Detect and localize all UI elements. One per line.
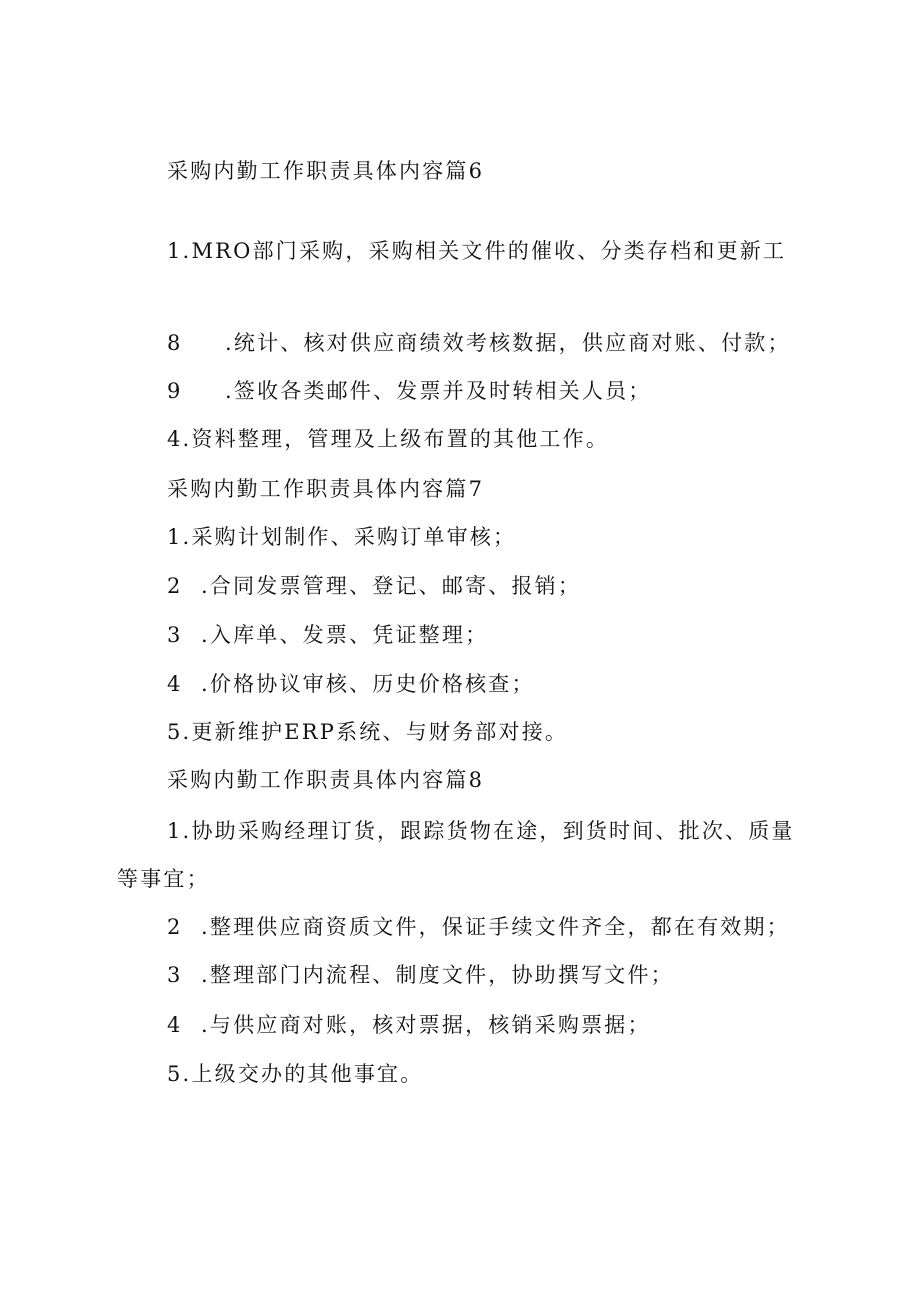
list-item (167, 573, 581, 599)
item-number: 5. (167, 1062, 192, 1086)
item-number: 3 (167, 963, 183, 987)
item-text: .价格协议审核、历史价格核查； (201, 672, 535, 696)
item-text: .合同发票管理、登记、邮寄、报销； (201, 574, 582, 598)
item-number: 8 (167, 331, 183, 355)
item-number: 2 (167, 574, 183, 598)
list-item (167, 671, 535, 697)
list-item (167, 378, 651, 404)
item-text: 采购计划制作、采购订单审核； (191, 525, 517, 549)
item-text: .入库单、发票、凭证整理； (201, 623, 489, 647)
item-number: 4 (167, 1013, 183, 1037)
list-item (167, 914, 790, 940)
item-text: 协助采购经理订货，跟踪货物在途，到货时间、批次、质量 (191, 819, 795, 843)
item-text: 资料整理，管理及上级布置的其他工作。 (191, 427, 610, 451)
section-heading-6: 采购内勤工作职责具体内容篇6 (167, 159, 485, 183)
item-text: .整理部门内流程、制度文件，协助撰写文件； (201, 963, 674, 987)
item-text: MRO部门采购，采购相关文件的催收、分类存档和更新工 (191, 239, 787, 263)
item-number: 9 (167, 379, 183, 403)
list-item (167, 1012, 651, 1038)
item-number: 4. (167, 427, 192, 451)
item-text: .整理供应商资质文件，保证手续文件齐全，都在有效期； (201, 915, 790, 939)
list-item (167, 962, 674, 988)
list-item (167, 524, 516, 550)
section-heading-8: 采购内勤工作职责具体内容篇8 (167, 768, 485, 792)
list-item (167, 238, 786, 264)
list-item (167, 426, 609, 452)
item-number: 1. (167, 525, 192, 549)
item-text: .统计、核对供应商绩效考核数据，供应商对账、付款； (225, 331, 791, 355)
item-number: 2 (167, 915, 183, 939)
list-item (167, 1061, 423, 1087)
list-item-continuation: 等事宜； (117, 867, 210, 891)
section-heading-7: 采购内勤工作职责具体内容篇7 (167, 477, 485, 501)
item-number: 4 (167, 672, 183, 696)
item-text: 更新维护ERP系统、与财务部对接。 (191, 720, 569, 744)
item-number: 1. (167, 239, 192, 263)
item-number: 5. (167, 720, 192, 744)
list-item (167, 330, 791, 356)
item-number: 3 (167, 623, 183, 647)
list-item (167, 818, 795, 844)
item-number: 1. (167, 819, 192, 843)
list-item (167, 622, 488, 648)
item-text: .与供应商对账，核对票据，核销采购票据； (201, 1013, 651, 1037)
list-item (167, 719, 568, 745)
item-text: .签收各类邮件、发票并及时转相关人员； (225, 379, 652, 403)
item-text: 上级交办的其他事宜。 (191, 1062, 424, 1086)
